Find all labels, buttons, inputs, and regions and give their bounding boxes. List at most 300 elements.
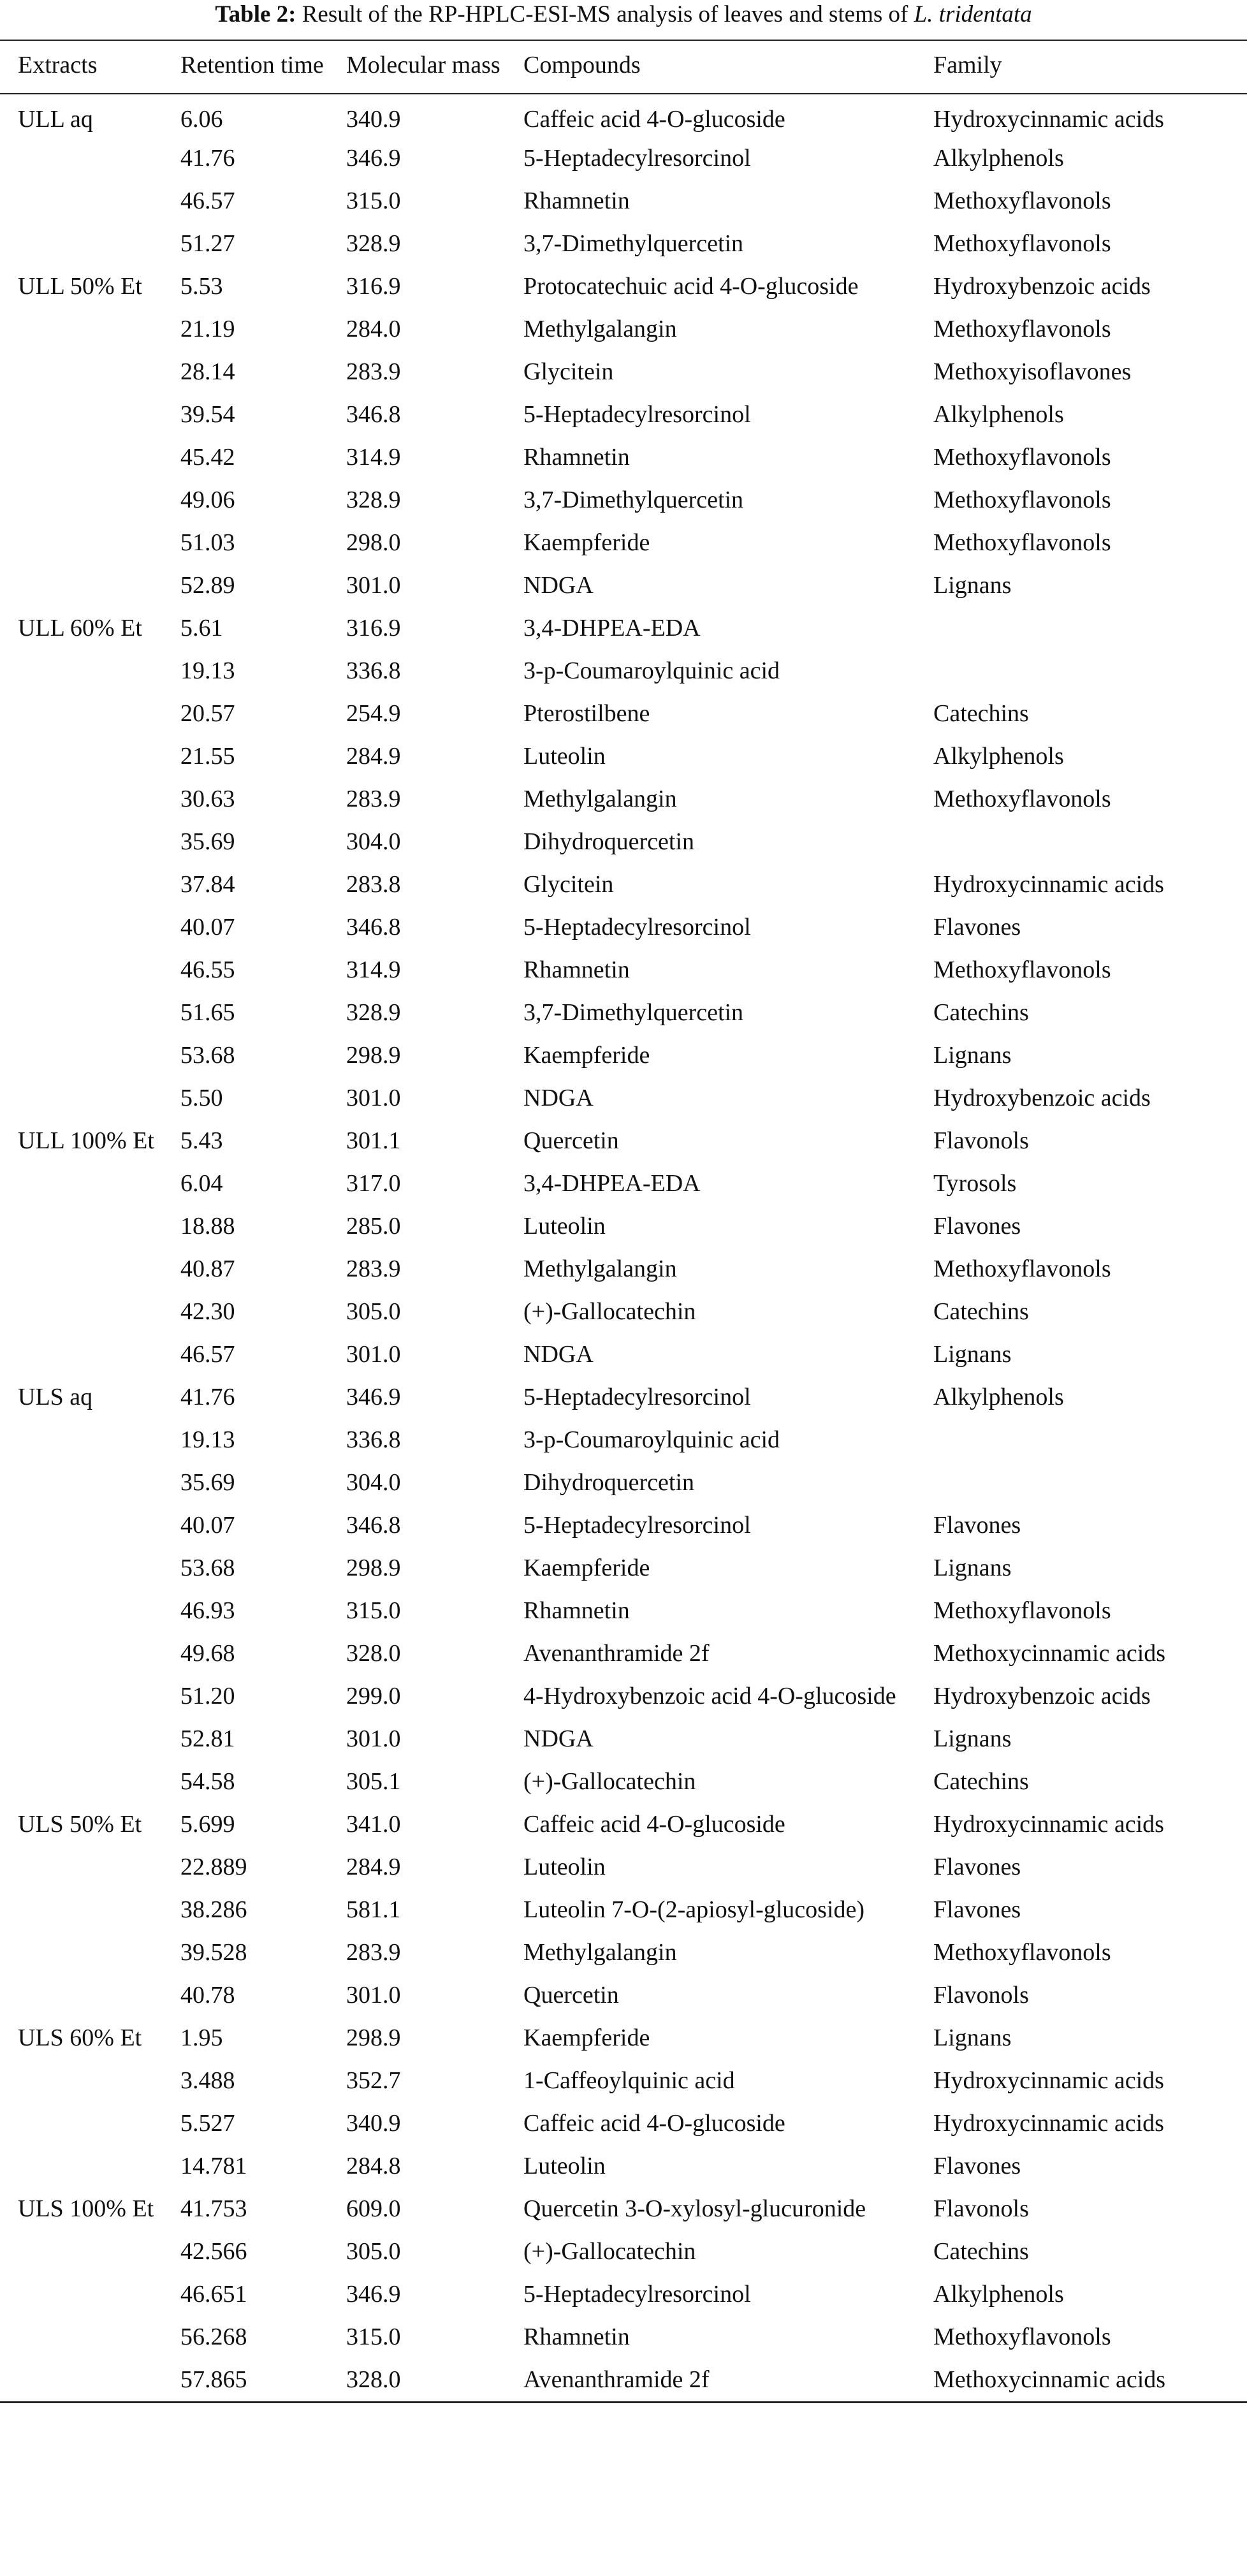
cell-retention-time: 5.699 [180, 1811, 235, 1838]
caption-species: L. tridentata [914, 1, 1032, 27]
cell-family: Tyrosols [933, 1170, 1017, 1197]
table-row [0, 265, 1247, 308]
cell-retention-time: 22.889 [180, 1854, 247, 1880]
cell-family: Methoxyflavonols [933, 2324, 1111, 2350]
cell-molecular-mass: 328.9 [346, 230, 401, 257]
cell-molecular-mass: 298.9 [346, 2024, 401, 2051]
cell-molecular-mass: 328.9 [346, 487, 401, 513]
cell-extract [0, 650, 178, 692]
cell-compound: Luteolin [523, 1854, 606, 1880]
cell-family: Hydroxybenzoic acids [933, 1085, 1151, 1111]
cell-extract [0, 1590, 178, 1632]
cell-retention-time: 38.286 [180, 1896, 247, 1923]
cell-retention-time: 37.84 [180, 871, 235, 898]
cell-retention-time: 46.93 [180, 1597, 235, 1624]
cell-extract: ULS 100% Et [18, 2195, 154, 2222]
table-row [0, 1632, 1247, 1675]
cell-compound: Protocatechuic acid 4-O-glucoside [523, 273, 859, 300]
cell-family: Methoxyflavonols [933, 187, 1111, 214]
cell-retention-time: 49.68 [180, 1640, 235, 1667]
cell-family: Hydroxybenzoic acids [933, 273, 1151, 300]
cell-family: Flavones [933, 1896, 1021, 1923]
table-row [0, 2060, 1247, 2102]
cell-molecular-mass: 336.8 [346, 657, 401, 684]
cell-family: Alkylphenols [933, 1384, 1064, 1410]
cell-extract: ULL 50% Et [18, 273, 142, 300]
cell-compound: 5-Heptadecylresorcinol [523, 914, 751, 940]
cell-molecular-mass: 317.0 [346, 1170, 401, 1197]
cell-extract [0, 1034, 178, 1077]
cell-molecular-mass: 305.0 [346, 1298, 401, 1325]
cell-compound: Caffeic acid 4-O-glucoside [523, 2110, 785, 2137]
table-row [0, 1974, 1247, 2017]
results-table [0, 40, 1247, 2403]
cell-retention-time: 42.30 [180, 1298, 235, 1325]
cell-family: Methoxyisoflavones [933, 358, 1132, 385]
cell-compound: Kaempferide [523, 1555, 650, 1581]
table-row [0, 1034, 1247, 1077]
cell-extract [0, 1077, 178, 1120]
cell-family: Flavones [933, 914, 1021, 940]
cell-family: Catechins [933, 2238, 1029, 2265]
cell-compound: 5-Heptadecylresorcinol [523, 1384, 751, 1410]
cell-extract [0, 1547, 178, 1590]
cell-extract: ULS 60% Et [18, 2024, 142, 2051]
table-row [0, 1162, 1247, 1205]
cell-compound: Luteolin [523, 2153, 606, 2179]
cell-compound: NDGA [523, 1085, 594, 1111]
cell-molecular-mass: 328.9 [346, 999, 401, 1026]
cell-extract [0, 1162, 178, 1205]
cell-family: Flavonols [933, 2195, 1029, 2222]
cell-retention-time: 51.03 [180, 529, 235, 556]
cell-molecular-mass: 346.9 [346, 2281, 401, 2308]
table-row [0, 2273, 1247, 2316]
cell-compound: Luteolin [523, 1213, 606, 1240]
cell-molecular-mass: 285.0 [346, 1213, 401, 1240]
table-row [0, 1590, 1247, 1632]
cell-family: Methoxycinnamic acids [933, 1640, 1166, 1667]
cell-molecular-mass: 316.9 [346, 273, 401, 300]
table-row [0, 2188, 1247, 2230]
cell-molecular-mass: 581.1 [346, 1896, 401, 1923]
cell-molecular-mass: 284.0 [346, 316, 401, 342]
cell-family: Hydroxycinnamic acids [933, 2110, 1164, 2137]
cell-retention-time: 30.63 [180, 786, 235, 812]
cell-family: Alkylphenols [933, 743, 1064, 770]
cell-family: Methoxycinnamic acids [933, 2366, 1166, 2393]
cell-compound: NDGA [523, 1341, 594, 1368]
cell-family: Hydroxycinnamic acids [933, 2067, 1164, 2094]
cell-molecular-mass: 316.9 [346, 615, 401, 641]
cell-molecular-mass: 283.9 [346, 786, 401, 812]
cell-compound: Caffeic acid 4-O-glucoside [523, 1811, 785, 1838]
cell-retention-time: 39.528 [180, 1939, 247, 1966]
cell-extract [0, 1889, 178, 1931]
cell-extract [0, 522, 178, 564]
cell-extract [0, 1632, 178, 1675]
cell-molecular-mass: 340.9 [346, 2110, 401, 2137]
cell-family: Methoxyflavonols [933, 956, 1111, 983]
cell-compound: Quercetin 3-O-xylosyl-glucuronide [523, 2195, 866, 2222]
table-body [0, 94, 1247, 2401]
cell-retention-time: 45.42 [180, 444, 235, 471]
cell-extract [0, 436, 178, 479]
cell-retention-time: 40.87 [180, 1255, 235, 1282]
cell-compound: Avenanthramide 2f [523, 1640, 710, 1667]
cell-family: Flavones [933, 1213, 1021, 1240]
cell-retention-time: 39.54 [180, 401, 235, 428]
cell-compound: Rhamnetin [523, 2324, 630, 2350]
table-row [0, 1248, 1247, 1291]
cell-molecular-mass: 346.8 [346, 401, 401, 428]
cell-molecular-mass: 314.9 [346, 444, 401, 471]
cell-extract [0, 351, 178, 393]
cell-retention-time: 46.57 [180, 1341, 235, 1368]
cell-extract: ULS 50% Et [18, 1811, 142, 1838]
cell-extract [0, 1333, 178, 1376]
cell-retention-time: 35.69 [180, 828, 235, 855]
cell-compound: Rhamnetin [523, 956, 630, 983]
cell-retention-time: 42.566 [180, 2238, 247, 2265]
cell-compound: (+)-Gallocatechin [523, 2238, 696, 2265]
caption-text: Result of the RP-HPLC-ESI-MS analysis of leaves and stems of [302, 1, 908, 27]
table-row [0, 2316, 1247, 2359]
cell-molecular-mass: 352.7 [346, 2067, 401, 2094]
cell-molecular-mass: 283.9 [346, 1255, 401, 1282]
table-row [0, 1291, 1247, 1333]
cell-retention-time: 1.95 [180, 2024, 223, 2051]
cell-compound: Methylgalangin [523, 1255, 677, 1282]
table-row [0, 1333, 1247, 1376]
table-row [0, 436, 1247, 479]
cell-molecular-mass: 315.0 [346, 187, 401, 214]
cell-extract [0, 1291, 178, 1333]
cell-compound: Dihydroquercetin [523, 1469, 695, 1496]
cell-family: Alkylphenols [933, 401, 1064, 428]
table-row [0, 949, 1247, 992]
cell-retention-time: 5.61 [180, 615, 223, 641]
cell-compound: 3-p-Coumaroylquinic acid [523, 1426, 780, 1453]
cell-molecular-mass: 283.9 [346, 358, 401, 385]
cell-molecular-mass: 298.9 [346, 1042, 401, 1069]
cell-compound: 1-Caffeoylquinic acid [523, 2067, 735, 2094]
cell-family: Catechins [933, 1298, 1029, 1325]
cell-compound: 3,7-Dimethylquercetin [523, 230, 744, 257]
cell-family: Methoxyflavonols [933, 1939, 1111, 1966]
cell-family: Methoxyflavonols [933, 529, 1111, 556]
table-row [0, 2145, 1247, 2188]
cell-molecular-mass: 299.0 [346, 1683, 401, 1709]
cell-compound: 5-Heptadecylresorcinol [523, 401, 751, 428]
table-row [0, 351, 1247, 393]
cell-extract [0, 393, 178, 436]
table-row [0, 180, 1247, 223]
cell-extract [0, 1846, 178, 1889]
cell-extract [0, 1504, 178, 1547]
cell-extract [0, 2145, 178, 2188]
cell-molecular-mass: 301.0 [346, 1085, 401, 1111]
table-row [0, 1931, 1247, 1974]
table-row [0, 1077, 1247, 1120]
cell-retention-time: 51.65 [180, 999, 235, 1026]
cell-retention-time: 52.89 [180, 572, 235, 599]
cell-compound: 3-p-Coumaroylquinic acid [523, 657, 780, 684]
table-row [0, 1547, 1247, 1590]
cell-retention-time: 52.81 [180, 1725, 235, 1752]
cell-family: Flavones [933, 1854, 1021, 1880]
cell-retention-time: 41.76 [180, 145, 235, 172]
table-row [0, 735, 1247, 778]
cell-family [933, 607, 1247, 650]
cell-family: Lignans [933, 1042, 1012, 1069]
cell-compound: Quercetin [523, 1127, 619, 1154]
cell-family: Lignans [933, 1555, 1012, 1581]
cell-extract [0, 2230, 178, 2273]
cell-retention-time: 41.76 [180, 1384, 235, 1410]
cell-family: Flavones [933, 1512, 1021, 1539]
table-row [0, 393, 1247, 436]
table-row [0, 992, 1247, 1034]
table-header-row [0, 41, 1247, 93]
cell-family: Methoxyflavonols [933, 487, 1111, 513]
cell-extract [0, 735, 178, 778]
cell-retention-time: 28.14 [180, 358, 235, 385]
cell-retention-time: 40.07 [180, 1512, 235, 1539]
cell-compound: Kaempferide [523, 1042, 650, 1069]
cell-molecular-mass: 301.0 [346, 1725, 401, 1752]
cell-extract [0, 2273, 178, 2316]
cell-extract [0, 949, 178, 992]
cell-compound: 3,7-Dimethylquercetin [523, 999, 744, 1026]
cell-extract [0, 2316, 178, 2359]
cell-extract: ULL 60% Et [18, 615, 142, 641]
cell-compound: NDGA [523, 1725, 594, 1752]
cell-molecular-mass: 298.0 [346, 529, 401, 556]
cell-retention-time: 40.07 [180, 914, 235, 940]
cell-retention-time: 54.58 [180, 1768, 235, 1795]
cell-molecular-mass: 304.0 [346, 828, 401, 855]
table-row [0, 94, 1247, 137]
cell-retention-time: 57.865 [180, 2366, 247, 2393]
cell-retention-time: 3.488 [180, 2067, 235, 2094]
table-row [0, 1504, 1247, 1547]
cell-compound: Rhamnetin [523, 1597, 630, 1624]
cell-extract [0, 1931, 178, 1974]
cell-family [933, 821, 1247, 863]
cell-retention-time: 18.88 [180, 1213, 235, 1240]
cell-extract [0, 778, 178, 821]
cell-molecular-mass: 346.9 [346, 1384, 401, 1410]
cell-molecular-mass: 283.9 [346, 1939, 401, 1966]
cell-molecular-mass: 284.8 [346, 2153, 401, 2179]
cell-family: Methoxyflavonols [933, 786, 1111, 812]
table-row [0, 1846, 1247, 1889]
cell-compound: 5-Heptadecylresorcinol [523, 2281, 751, 2308]
cell-extract: ULS aq [18, 1384, 93, 1410]
cell-retention-time: 20.57 [180, 700, 235, 727]
cell-retention-time: 5.43 [180, 1127, 223, 1154]
table-row [0, 1889, 1247, 1931]
cell-family: Hydroxycinnamic acids [933, 871, 1164, 898]
cell-family: Methoxyflavonols [933, 1597, 1111, 1624]
cell-retention-time: 53.68 [180, 1555, 235, 1581]
cell-compound: Caffeic acid 4-O-glucoside [523, 106, 785, 133]
cell-compound: Methylgalangin [523, 786, 677, 812]
table-row [0, 778, 1247, 821]
cell-extract [0, 821, 178, 863]
cell-family: Lignans [933, 1341, 1012, 1368]
cell-compound: Dihydroquercetin [523, 828, 695, 855]
cell-molecular-mass: 284.9 [346, 1854, 401, 1880]
cell-molecular-mass: 328.0 [346, 2366, 401, 2393]
cell-family: Flavonols [933, 1982, 1029, 2009]
cell-retention-time: 40.78 [180, 1982, 235, 2009]
cell-retention-time: 41.753 [180, 2195, 247, 2222]
cell-molecular-mass: 305.0 [346, 2238, 401, 2265]
cell-extract: ULL aq [18, 106, 93, 133]
table-row [0, 2102, 1247, 2145]
table-row [0, 564, 1247, 607]
cell-extract [0, 1205, 178, 1248]
cell-compound: Quercetin [523, 1982, 619, 2009]
cell-molecular-mass: 340.9 [346, 106, 401, 133]
cell-retention-time: 46.57 [180, 187, 235, 214]
cell-retention-time: 46.55 [180, 956, 235, 983]
cell-molecular-mass: 305.1 [346, 1768, 401, 1795]
cell-compound: Kaempferide [523, 529, 650, 556]
cell-family: Catechins [933, 700, 1029, 727]
cell-extract [0, 479, 178, 522]
table-row [0, 650, 1247, 692]
cell-molecular-mass: 283.8 [346, 871, 401, 898]
cell-compound: Methylgalangin [523, 316, 677, 342]
cell-extract [0, 2060, 178, 2102]
cell-extract [0, 1675, 178, 1718]
cell-compound: 3,4-DHPEA-EDA [523, 615, 701, 641]
cell-compound: NDGA [523, 572, 594, 599]
cell-compound: (+)-Gallocatechin [523, 1768, 696, 1795]
cell-molecular-mass: 341.0 [346, 1811, 401, 1838]
cell-family: Hydroxycinnamic acids [933, 106, 1164, 133]
cell-molecular-mass: 328.0 [346, 1640, 401, 1667]
cell-extract [0, 906, 178, 949]
table-row [0, 2359, 1247, 2401]
cell-retention-time: 35.69 [180, 1469, 235, 1496]
table-row [0, 1675, 1247, 1718]
header-compounds: Compounds [523, 52, 641, 78]
cell-compound: 3,7-Dimethylquercetin [523, 487, 744, 513]
table-row [0, 692, 1247, 735]
cell-compound: Rhamnetin [523, 444, 630, 471]
table-row [0, 1803, 1247, 1846]
cell-compound: Methylgalangin [523, 1939, 677, 1966]
table-row [0, 906, 1247, 949]
cell-extract [0, 1718, 178, 1760]
table-row [0, 223, 1247, 265]
cell-family: Lignans [933, 1725, 1012, 1752]
cell-extract [0, 308, 178, 351]
table-row [0, 1205, 1247, 1248]
cell-molecular-mass: 314.9 [346, 956, 401, 983]
cell-extract [0, 1248, 178, 1291]
cell-retention-time: 49.06 [180, 487, 235, 513]
table-row [0, 2017, 1247, 2060]
cell-compound: Pterostilbene [523, 700, 650, 727]
cell-compound: 4-Hydroxybenzoic acid 4-O-glucoside [523, 1683, 896, 1709]
cell-compound: Glycitein [523, 358, 614, 385]
cell-family: Hydroxycinnamic acids [933, 1811, 1164, 1838]
table-row [0, 479, 1247, 522]
table-caption [0, 0, 1247, 40]
cell-molecular-mass: 346.8 [346, 1512, 401, 1539]
cell-compound: 5-Heptadecylresorcinol [523, 1512, 751, 1539]
table-row [0, 863, 1247, 906]
cell-extract [0, 137, 178, 180]
table-row [0, 1461, 1247, 1504]
cell-molecular-mass: 336.8 [346, 1426, 401, 1453]
cell-extract [0, 863, 178, 906]
cell-extract [0, 1760, 178, 1803]
cell-molecular-mass: 315.0 [346, 1597, 401, 1624]
cell-compound: Kaempferide [523, 2024, 650, 2051]
cell-molecular-mass: 301.1 [346, 1127, 401, 1154]
cell-molecular-mass: 301.0 [346, 1982, 401, 2009]
header-retention-time: Retention time [180, 52, 324, 78]
table-row [0, 1760, 1247, 1803]
table-row [0, 2230, 1247, 2273]
table-row [0, 522, 1247, 564]
cell-family: Catechins [933, 999, 1029, 1026]
cell-family: Flavones [933, 2153, 1021, 2179]
cell-compound: Avenanthramide 2f [523, 2366, 710, 2393]
cell-family: Methoxyflavonols [933, 1255, 1111, 1282]
cell-family: Methoxyflavonols [933, 316, 1111, 342]
cell-family: Alkylphenols [933, 2281, 1064, 2308]
cell-extract [0, 2102, 178, 2145]
cell-extract: ULL 100% Et [18, 1127, 154, 1154]
header-extracts: Extracts [18, 52, 98, 78]
table-row [0, 1376, 1247, 1419]
cell-molecular-mass: 346.8 [346, 914, 401, 940]
cell-molecular-mass: 315.0 [346, 2324, 401, 2350]
cell-retention-time: 21.19 [180, 316, 235, 342]
cell-extract [0, 1974, 178, 2017]
cell-extract [0, 692, 178, 735]
cell-compound: Luteolin 7-O-(2-apiosyl-glucoside) [523, 1896, 865, 1923]
cell-molecular-mass: 254.9 [346, 700, 401, 727]
cell-retention-time: 19.13 [180, 657, 235, 684]
cell-extract [0, 992, 178, 1034]
cell-molecular-mass: 301.0 [346, 1341, 401, 1368]
cell-extract [0, 1419, 178, 1461]
cell-family: Lignans [933, 572, 1012, 599]
cell-retention-time: 56.268 [180, 2324, 247, 2350]
table-label: Table 2: [215, 1, 296, 27]
cell-retention-time: 51.27 [180, 230, 235, 257]
cell-family [933, 1419, 1247, 1461]
cell-compound: 5-Heptadecylresorcinol [523, 145, 751, 172]
cell-molecular-mass: 304.0 [346, 1469, 401, 1496]
table-row [0, 1718, 1247, 1760]
cell-retention-time: 5.50 [180, 1085, 223, 1111]
cell-molecular-mass: 298.9 [346, 1555, 401, 1581]
cell-molecular-mass: 301.0 [346, 572, 401, 599]
header-molecular-mass: Molecular mass [346, 52, 500, 78]
cell-family: Flavonols [933, 1127, 1029, 1154]
cell-family: Methoxyflavonols [933, 230, 1111, 257]
cell-extract [0, 223, 178, 265]
